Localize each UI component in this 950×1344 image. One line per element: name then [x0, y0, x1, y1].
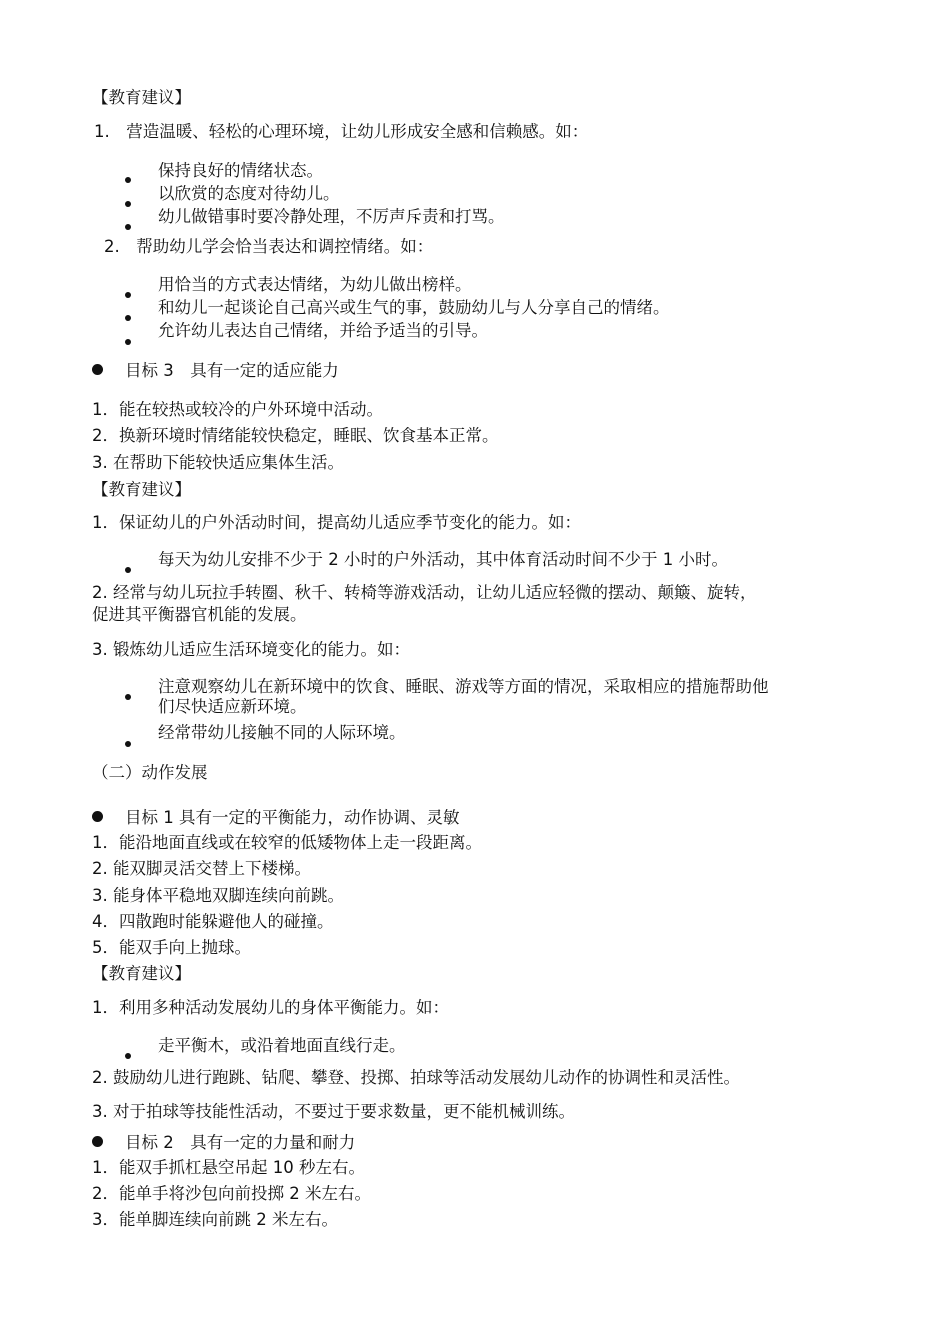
numbered-item: 3. 对于拍球等技能性活动，不要过于要求数量，更不能机械训练。	[92, 1102, 575, 1121]
bullet-icon	[125, 292, 131, 298]
goal-heading: 目标 3 具有一定的适应能力	[125, 361, 339, 380]
bullet-icon	[125, 315, 131, 321]
bullet-text: 允许幼儿表达自己情绪，并给予适当的引导。	[158, 321, 488, 340]
bullet-text: 以欣赏的态度对待幼儿。	[158, 184, 340, 203]
bullet-icon	[125, 741, 131, 747]
numbered-item: 1．能沿地面直线或在较窄的低矮物体上走一段距离。	[92, 833, 482, 852]
goal-bullet-icon	[92, 1136, 103, 1147]
numbered-item: 2. 帮助幼儿学会恰当表达和调控情绪。如：	[104, 237, 434, 256]
numbered-item: 3. 锻炼幼儿适应生活环境变化的能力。如：	[92, 640, 410, 659]
bullet-icon	[125, 339, 131, 345]
section-heading-education-advice: 【教育建议】	[92, 964, 191, 983]
goal-bullet-icon	[92, 364, 103, 375]
numbered-item: 2. 经常与幼儿玩拉手转圈、秋千、转椅等游戏活动，让幼儿适应轻微的摆动、颠簸、旋转，	[92, 583, 757, 602]
numbered-item: 2. 能双脚灵活交替上下楼梯。	[92, 859, 311, 878]
numbered-item: 1．能在较热或较冷的户外环境中活动。	[92, 400, 383, 419]
bullet-text: 用恰当的方式表达情绪，为幼儿做出榜样。	[158, 275, 472, 294]
bullet-text: 幼儿做错事时要冷静处理，不厉声斥责和打骂。	[158, 207, 505, 226]
numbered-item: 2. 鼓励幼儿进行跑跳、钻爬、攀登、投掷、拍球等活动发展幼儿动作的协调性和灵活性。	[92, 1068, 740, 1087]
numbered-item: 3. 能身体平稳地双脚连续向前跳。	[92, 886, 344, 905]
numbered-item: 2．换新环境时情绪能较快稳定，睡眠、饮食基本正常。	[92, 426, 499, 445]
section-heading-education-advice: 【教育建议】	[92, 88, 191, 107]
numbered-item: 1. 营造温暖、轻松的心理环境，让幼儿形成安全感和信赖感。如：	[94, 122, 589, 141]
section-heading-education-advice: 【教育建议】	[92, 480, 191, 499]
goal-heading: 目标 1 具有一定的平衡能力，动作协调、灵敏	[125, 808, 460, 827]
bullet-icon	[125, 1053, 131, 1059]
numbered-item: 1．利用多种活动发展幼儿的身体平衡能力。如：	[92, 998, 449, 1017]
bullet-text: 注意观察幼儿在新环境中的饮食、睡眠、游戏等方面的情况，采取相应的措施帮助他	[158, 677, 769, 696]
numbered-item: 3．能单脚连续向前跳 2 米左右。	[92, 1210, 338, 1229]
goal-bullet-icon	[92, 811, 103, 822]
bullet-text-continued: 们尽快适应新环境。	[158, 697, 307, 716]
numbered-item: 5．能双手向上抛球。	[92, 938, 251, 957]
bullet-text: 每天为幼儿安排不少于 2 小时的户外活动，其中体育活动时间不少于 1 小时。	[158, 550, 728, 569]
bullet-text: 保持良好的情绪状态。	[158, 161, 323, 180]
numbered-item: 3. 在帮助下能较快适应集体生活。	[92, 453, 344, 472]
chapter-heading: （二）动作发展	[92, 763, 208, 782]
bullet-icon	[125, 201, 131, 207]
numbered-item: 1．能双手抓杠悬空吊起 10 秒左右。	[92, 1158, 365, 1177]
bullet-icon	[125, 224, 131, 230]
bullet-icon	[125, 177, 131, 183]
bullet-text: 和幼儿一起谈论自己高兴或生气的事，鼓励幼儿与人分享自己的情绪。	[158, 298, 670, 317]
numbered-item-continued: 促进其平衡器官机能的发展。	[92, 605, 307, 624]
bullet-text: 走平衡木，或沿着地面直线行走。	[158, 1036, 406, 1055]
goal-heading: 目标 2 具有一定的力量和耐力	[125, 1133, 356, 1152]
bullet-icon	[125, 567, 131, 573]
numbered-item: 2．能单手将沙包向前投掷 2 米左右。	[92, 1184, 371, 1203]
bullet-text: 经常带幼儿接触不同的人际环境。	[158, 723, 406, 742]
bullet-icon	[125, 694, 131, 700]
numbered-item: 1．保证幼儿的户外活动时间，提高幼儿适应季节变化的能力。如：	[92, 513, 581, 532]
numbered-item: 4．四散跑时能躲避他人的碰撞。	[92, 912, 334, 931]
